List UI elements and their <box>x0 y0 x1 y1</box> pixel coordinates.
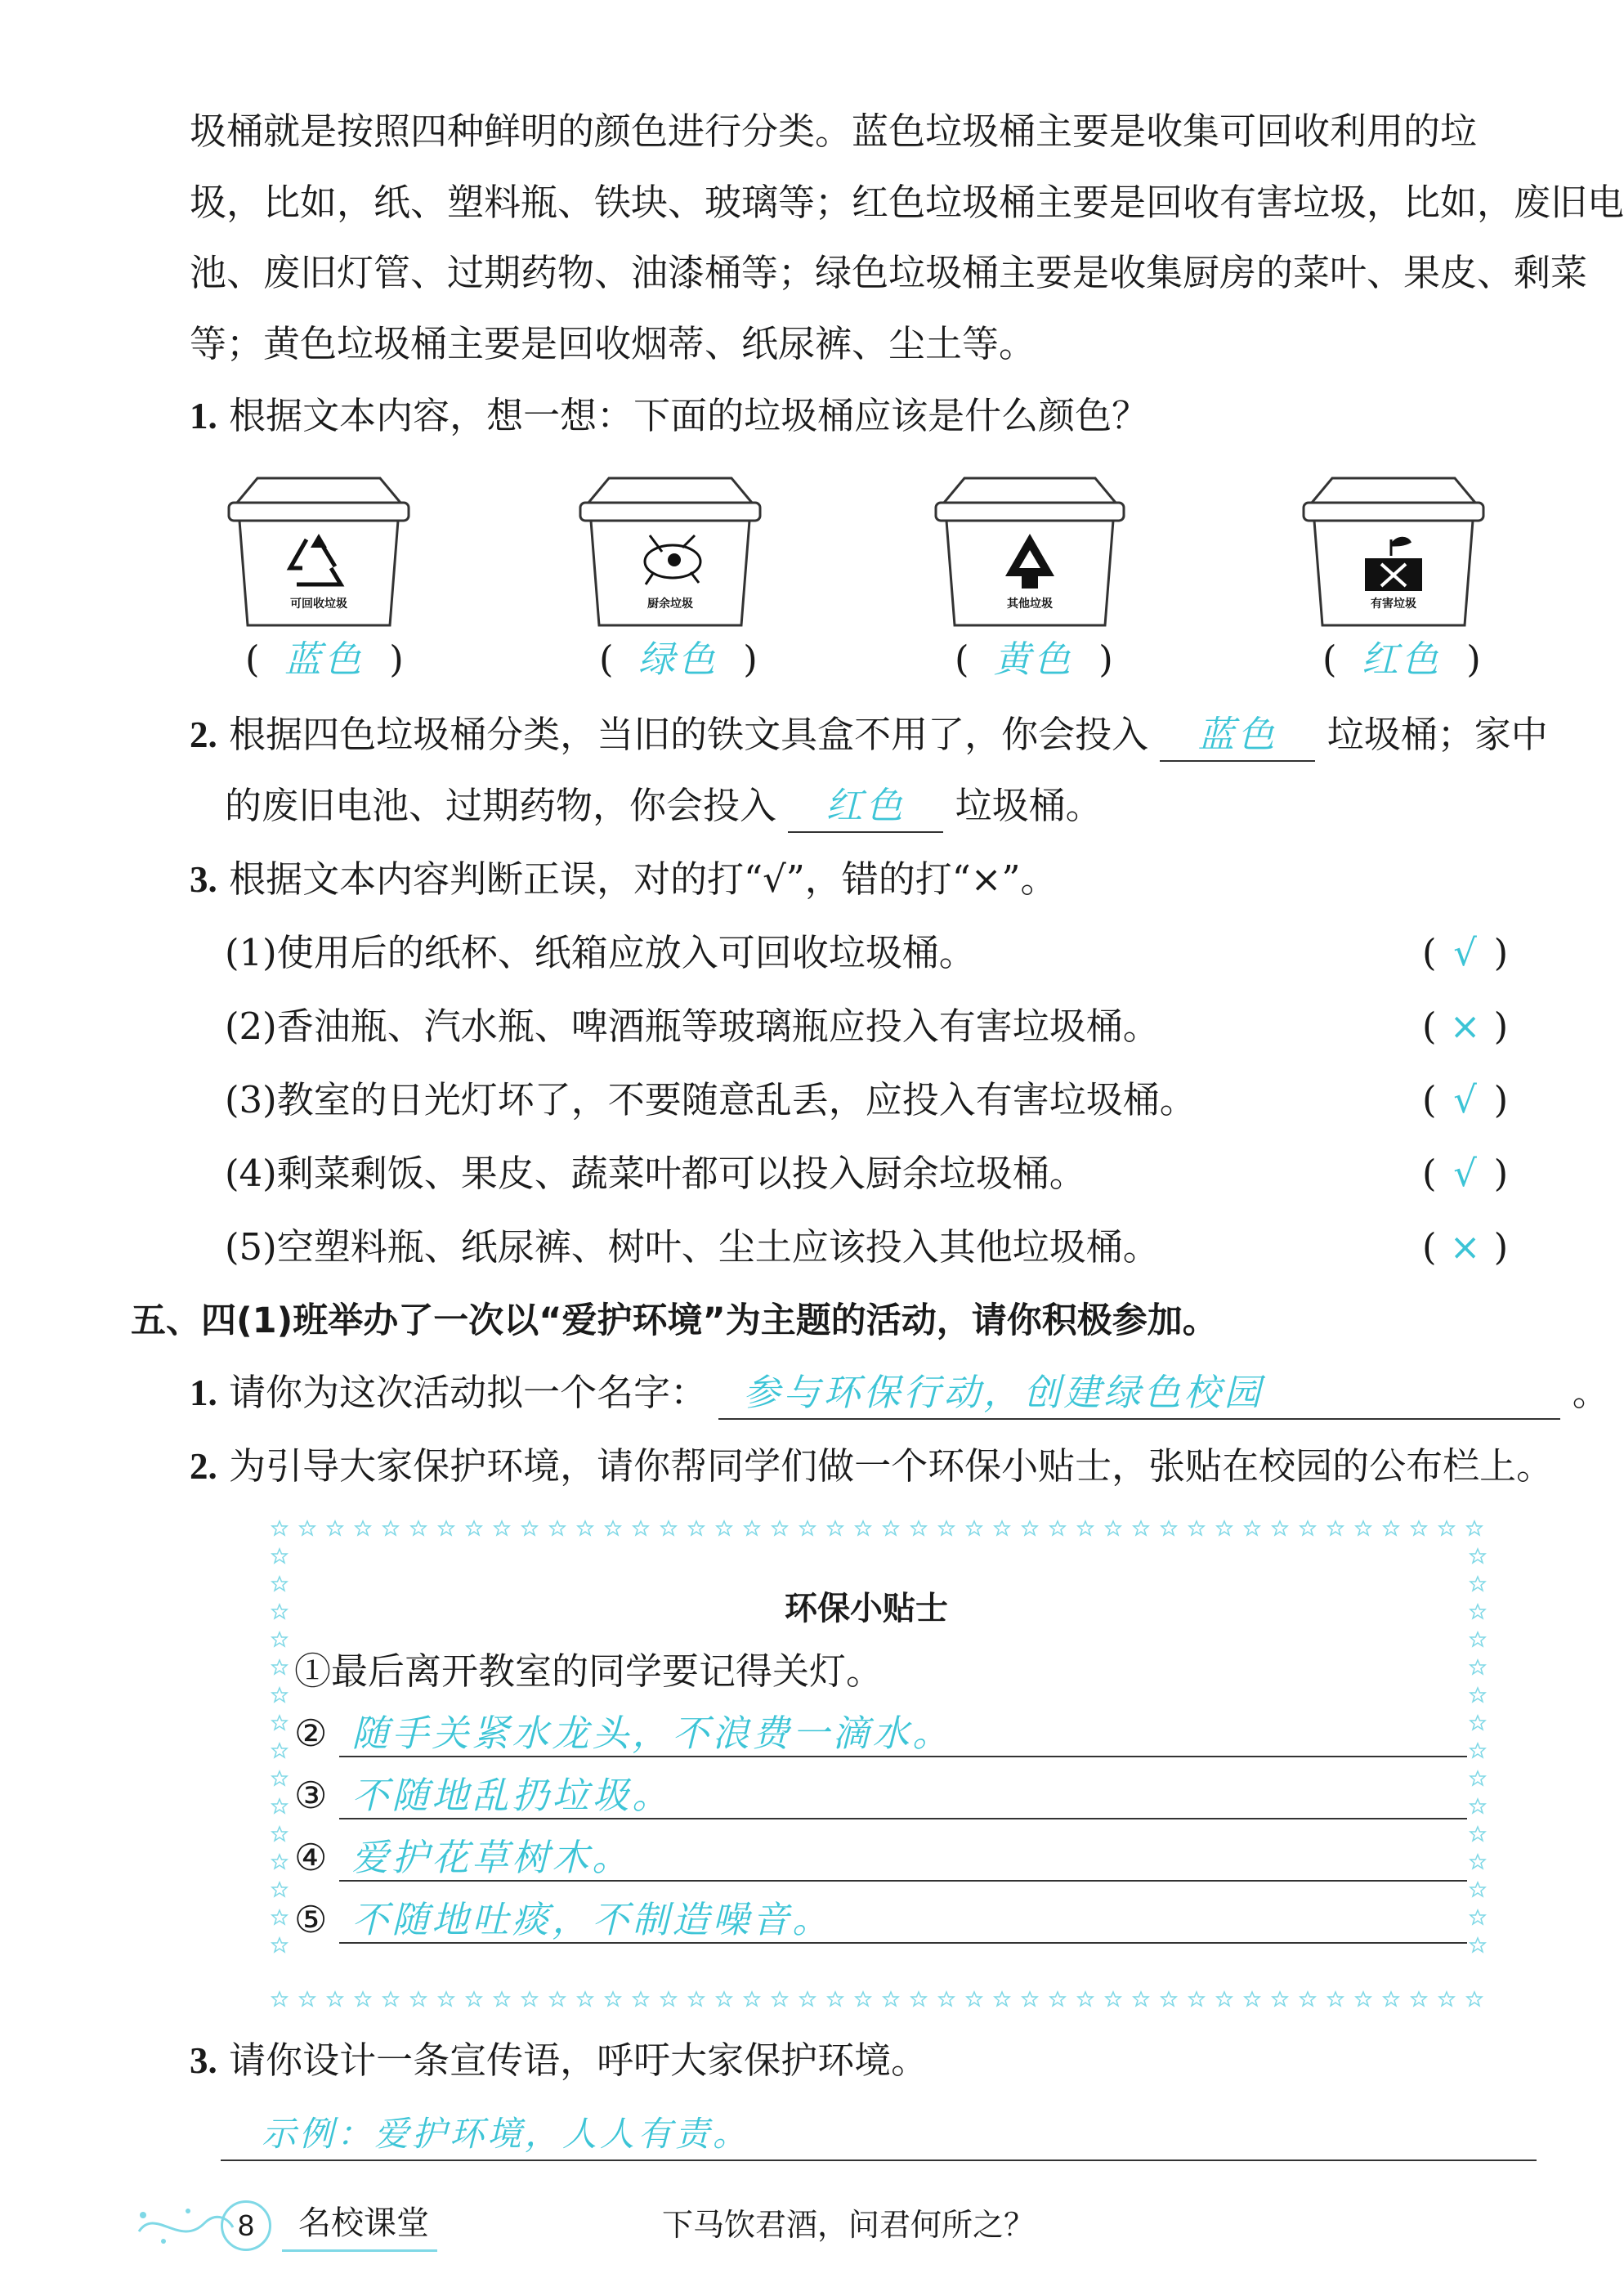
tip-marker-1: ① <box>294 1649 332 1693</box>
tip-text-2[interactable]: 随手关紧水龙头，不浪费一滴水。 <box>351 1712 953 1755</box>
border-star-icon <box>272 1992 287 2006</box>
border-star-icon <box>272 1771 287 1785</box>
section-5-q2-text: 为引导大家保护环境，请你帮同学们做一个环保小贴士，张贴在校园的公布栏上。 <box>229 1444 1554 1488</box>
border-star-icon <box>356 1521 370 1535</box>
border-star-icon <box>633 1521 648 1535</box>
border-star-icon <box>745 1992 759 2006</box>
section-5-title: 五、四(1)班举办了一次以“爱护环境”为主题的活动，请你积极参加。 <box>131 1300 1218 1341</box>
question-3-text: 根据文本内容判断正误，对的打“√”，错的打“×”。 <box>229 857 1058 901</box>
border-star-icon <box>689 1521 704 1535</box>
border-star-icon <box>633 1992 648 2006</box>
border-star-icon <box>550 1992 565 2006</box>
border-star-icon <box>1161 1521 1176 1535</box>
tips-title: 环保小贴士 <box>785 1590 948 1627</box>
section-5-question-1 <box>190 1367 1609 1420</box>
judge-answer-5: ( × ) <box>1422 1222 1508 1273</box>
other-waste-bin-icon <box>932 470 1128 633</box>
bin-answer-3 <box>955 634 1113 685</box>
judge-answer-3: ( √ ) <box>1422 1075 1508 1126</box>
border-star-icon <box>328 1521 342 1535</box>
tip-text-4[interactable]: 爱护花草树木。 <box>351 1836 633 1879</box>
judge-answer-4: ( √ ) <box>1422 1148 1508 1199</box>
border-star-icon <box>1356 1521 1371 1535</box>
tip-1 <box>294 1646 883 1697</box>
answer-blank-battery[interactable]: 红色 <box>788 781 943 833</box>
border-star-icon <box>272 1688 287 1702</box>
bin-label-recyclable: 可回收垃圾 <box>290 597 347 611</box>
recyclable-bin-icon <box>225 470 413 633</box>
border-star-icon <box>494 1992 509 2006</box>
question-1 <box>190 391 1148 441</box>
border-star-icon <box>1050 1992 1065 2006</box>
answer-other-color: 黄色 <box>993 638 1074 681</box>
border-star-icon <box>856 1992 870 2006</box>
paren-open: ( <box>1322 638 1337 681</box>
border-star-icon <box>800 1521 815 1535</box>
border-star-icon <box>272 1855 287 1869</box>
border-star-icon <box>1384 1992 1398 2006</box>
question-2-text-a: 根据四色垃圾桶分类，当旧的铁文具盒不用了，你会投入 <box>229 713 1149 756</box>
section-5-q1-end: 。 <box>1572 1371 1609 1414</box>
tip-marker-5: ⑤ <box>294 1898 328 1941</box>
border-star-icon <box>1384 1521 1398 1535</box>
border-star-icon <box>1470 1855 1485 1869</box>
border-star-icon <box>1470 1799 1485 1813</box>
bin-label-hazardous: 有害垃圾 <box>1371 597 1416 611</box>
judge-mark-2: × <box>1449 1005 1481 1048</box>
border-star-icon <box>1106 1992 1121 2006</box>
hazardous-bin-icon <box>1300 470 1488 633</box>
section-5-question-2 <box>190 1441 1553 1492</box>
border-star-icon <box>1467 1521 1482 1535</box>
passage-line-1: 圾桶就是按照四种鲜明的颜色进行分类。蓝色垃圾桶主要是收集可回收利用的垃 <box>190 110 1478 153</box>
paren-close: ) <box>1466 638 1481 681</box>
answer-hazardous-color: 红色 <box>1361 638 1442 681</box>
border-star-icon <box>1470 1605 1485 1618</box>
judge-answer-2: ( × ) <box>1422 1001 1508 1052</box>
border-star-icon <box>1134 1992 1148 2006</box>
border-star-icon <box>1300 1992 1315 2006</box>
kitchen-waste-bin-icon <box>576 470 764 633</box>
border-star-icon <box>522 1521 537 1535</box>
border-star-icon <box>1470 1910 1485 1924</box>
passage-line-4: 等；黄色垃圾桶主要是回收烟蒂、纸尿裤、尘土等。 <box>190 322 1036 365</box>
paren-close: ) <box>743 638 758 681</box>
judge-answer-1: ( √ ) <box>1422 928 1508 978</box>
section-5-question-3 <box>190 2035 928 2086</box>
passage-line-2: 圾，比如，纸、塑料瓶、铁块、玻璃等；红色垃圾桶主要是回收有害垃圾，比如，废旧电 <box>190 181 1624 224</box>
judge-item-1: (1)使用后的纸杯、纸箱应放入可回收垃圾桶。 <box>225 931 976 974</box>
border-star-icon <box>1470 1688 1485 1702</box>
tip-rule-2 <box>339 1756 1467 1757</box>
border-star-icon <box>272 1938 287 1952</box>
judge-item-5: (5)空塑料瓶、纸尿裤、树叶、尘土应该投入其他垃圾桶。 <box>225 1225 1160 1269</box>
answer-recyclable-color: 蓝色 <box>284 638 365 681</box>
border-star-icon <box>272 1716 287 1730</box>
bin-label-other: 其他垃圾 <box>1007 597 1053 611</box>
border-star-icon <box>1470 1827 1485 1841</box>
border-star-icon <box>772 1992 787 2006</box>
section-5-q3-number: 3. <box>190 2040 217 2081</box>
border-star-icon <box>411 1992 426 2006</box>
border-star-icon <box>383 1521 398 1535</box>
answer-blank-iron-box[interactable]: 蓝色 <box>1160 709 1315 762</box>
border-star-icon <box>1245 1521 1259 1535</box>
judge-item-4: (4)剩菜剩饭、果皮、蔬菜叶都可以投入厨余垃圾桶。 <box>225 1152 1086 1195</box>
border-star-icon <box>1106 1521 1121 1535</box>
tip-text-5[interactable]: 不随地吐痰，不制造噪音。 <box>351 1898 833 1941</box>
border-star-icon <box>1470 1577 1485 1591</box>
border-star-icon <box>1467 1992 1482 2006</box>
border-star-icon <box>1439 1521 1454 1535</box>
tip-rule-3 <box>339 1818 1467 1819</box>
question-3 <box>190 854 1057 905</box>
judge-mark-1: √ <box>1453 931 1477 974</box>
border-star-icon <box>272 1549 287 1563</box>
border-star-icon <box>911 1521 926 1535</box>
border-star-icon <box>1470 1716 1485 1730</box>
border-star-icon <box>828 1992 843 2006</box>
tip-2 <box>294 1708 952 1759</box>
border-star-icon <box>272 1910 287 1924</box>
border-star-icon <box>1470 1771 1485 1785</box>
tip-rule-5 <box>339 1942 1467 1944</box>
border-star-icon <box>272 1632 287 1646</box>
border-star-icon <box>606 1992 620 2006</box>
tip-rule-4 <box>339 1880 1467 1882</box>
section-5-q3-text: 请你设计一条宣传语，呼吁大家保护环境。 <box>229 2039 928 2082</box>
border-star-icon <box>1161 1992 1176 2006</box>
border-star-icon <box>550 1521 565 1535</box>
tip-marker-4: ④ <box>294 1836 328 1879</box>
border-star-icon <box>1411 1521 1426 1535</box>
border-star-icon <box>1470 1632 1485 1646</box>
border-star-icon <box>1078 1521 1093 1535</box>
border-star-icon <box>272 1521 287 1535</box>
border-star-icon <box>800 1992 815 2006</box>
border-star-icon <box>606 1521 620 1535</box>
border-star-icon <box>356 1992 370 2006</box>
footer-quote: 下马饮君酒，问君何所之？ <box>662 2207 1036 2243</box>
border-star-icon <box>1078 1992 1093 2006</box>
paren-open: ( <box>599 638 614 681</box>
border-star-icon <box>1470 1743 1485 1757</box>
page-number: 8 <box>221 2200 271 2251</box>
border-star-icon <box>1189 1992 1204 2006</box>
tip-4 <box>294 1833 632 1883</box>
border-star-icon <box>1273 1521 1287 1535</box>
question-2-line-1 <box>190 709 1548 762</box>
border-star-icon <box>578 1992 593 2006</box>
border-star-icon <box>467 1521 481 1535</box>
border-star-icon <box>1470 1882 1485 1896</box>
border-star-icon <box>1356 1992 1371 2006</box>
paren-open: ( <box>955 638 969 681</box>
border-star-icon <box>272 1577 287 1591</box>
border-star-icon <box>689 1992 704 2006</box>
border-star-icon <box>1189 1521 1204 1535</box>
slogan-answer: 示例：爱护环境，人人有责。 <box>262 2114 751 2154</box>
border-star-icon <box>1022 1521 1037 1535</box>
border-star-icon <box>300 1992 315 2006</box>
border-star-icon <box>411 1521 426 1535</box>
section-5-q1-text: 请你为这次活动拟一个名字： <box>229 1371 708 1414</box>
answer-kitchen-color: 绿色 <box>638 638 718 681</box>
tip-3 <box>294 1770 672 1821</box>
border-star-icon <box>1411 1992 1426 2006</box>
footer-brand: 名校课堂 <box>298 2204 429 2242</box>
border-star-icon <box>1217 1992 1232 2006</box>
border-star-icon <box>995 1992 1009 2006</box>
activity-name-answer[interactable]: 参与环保行动，创建绿色校园 <box>718 1367 1560 1420</box>
border-star-icon <box>911 1992 926 2006</box>
border-star-icon <box>300 1521 315 1535</box>
question-1-number: 1. <box>190 396 217 436</box>
paren-close: ) <box>1098 638 1113 681</box>
border-star-icon <box>272 1799 287 1813</box>
border-star-icon <box>967 1521 982 1535</box>
question-2-text-d: 垃圾桶。 <box>955 784 1103 827</box>
border-star-icon <box>1328 1521 1343 1535</box>
border-star-icon <box>272 1605 287 1618</box>
question-2-text-c: 的废旧电池、过期药物，你会投入 <box>225 784 777 827</box>
border-star-icon <box>884 1521 898 1535</box>
border-star-icon <box>884 1992 898 2006</box>
footer-brand-underline <box>282 2249 437 2252</box>
border-star-icon <box>1439 1992 1454 2006</box>
border-star-icon <box>1217 1521 1232 1535</box>
border-star-icon <box>939 1521 954 1535</box>
border-star-icon <box>939 1992 954 2006</box>
border-star-icon <box>272 1827 287 1841</box>
border-star-icon <box>272 1882 287 1896</box>
tip-marker-2: ② <box>294 1712 328 1755</box>
judge-item-3: (3)教室的日光灯坏了，不要随意乱丢，应投入有害垃圾桶。 <box>225 1078 1197 1121</box>
judge-mark-3: √ <box>1453 1078 1477 1121</box>
border-star-icon <box>1300 1521 1315 1535</box>
border-star-icon <box>383 1992 398 2006</box>
border-star-icon <box>1022 1992 1037 2006</box>
paren-close: ) <box>389 638 404 681</box>
border-star-icon <box>272 1743 287 1757</box>
border-star-icon <box>661 1521 676 1535</box>
paren-open: ( <box>245 638 260 681</box>
passage-line-3: 池、废旧灯管、过期药物、油漆桶等；绿色垃圾桶主要是收集厨房的菜叶、果皮、剩菜 <box>190 251 1588 294</box>
border-star-icon <box>995 1521 1009 1535</box>
judge-item-2: (2)香油瓶、汽水瓶、啤酒瓶等玻璃瓶应投入有害垃圾桶。 <box>225 1005 1160 1048</box>
border-star-icon <box>328 1992 342 2006</box>
border-star-icon <box>772 1521 787 1535</box>
border-star-icon <box>661 1992 676 2006</box>
border-star-icon <box>967 1992 982 2006</box>
question-2-line-2 <box>225 781 1103 833</box>
bin-answer-1 <box>245 634 404 685</box>
question-2-number: 2. <box>190 714 217 755</box>
border-star-icon <box>828 1521 843 1535</box>
border-star-icon <box>1470 1938 1485 1952</box>
question-2-text-b: 垃圾桶；家中 <box>1326 713 1548 756</box>
border-star-icon <box>1134 1521 1148 1535</box>
tip-text-1: 最后离开教室的同学要记得关灯。 <box>331 1649 884 1693</box>
border-star-icon <box>494 1521 509 1535</box>
section-5-q2-number: 2. <box>190 1446 217 1487</box>
bin-label-kitchen: 厨余垃圾 <box>647 597 693 611</box>
question-3-number: 3. <box>190 859 217 900</box>
border-star-icon <box>1470 1549 1485 1563</box>
bin-answer-4 <box>1322 634 1481 685</box>
judge-mark-4: √ <box>1453 1152 1477 1195</box>
tip-text-3[interactable]: 不随地乱扔垃圾。 <box>351 1774 673 1817</box>
border-star-icon <box>745 1521 759 1535</box>
tip-marker-3: ③ <box>294 1774 328 1817</box>
slogan-answer-line[interactable] <box>221 2109 1537 2161</box>
border-star-icon <box>717 1992 731 2006</box>
border-star-icon <box>578 1521 593 1535</box>
border-star-icon <box>1273 1992 1287 2006</box>
border-star-icon <box>1050 1521 1065 1535</box>
border-star-icon <box>856 1521 870 1535</box>
border-star-icon <box>1328 1992 1343 2006</box>
bin-answer-2 <box>599 634 758 685</box>
tip-5 <box>294 1895 832 1945</box>
border-star-icon <box>522 1992 537 2006</box>
question-1-text: 根据文本内容，想一想：下面的垃圾桶应该是什么颜色？ <box>229 394 1149 437</box>
section-5-q1-number: 1. <box>190 1372 217 1413</box>
border-star-icon <box>439 1521 454 1535</box>
border-star-icon <box>272 1660 287 1674</box>
border-star-icon <box>467 1992 481 2006</box>
judge-mark-5: × <box>1449 1225 1481 1269</box>
border-star-icon <box>439 1992 454 2006</box>
border-star-icon <box>1245 1992 1259 2006</box>
border-star-icon <box>717 1521 731 1535</box>
border-star-icon <box>1470 1660 1485 1674</box>
